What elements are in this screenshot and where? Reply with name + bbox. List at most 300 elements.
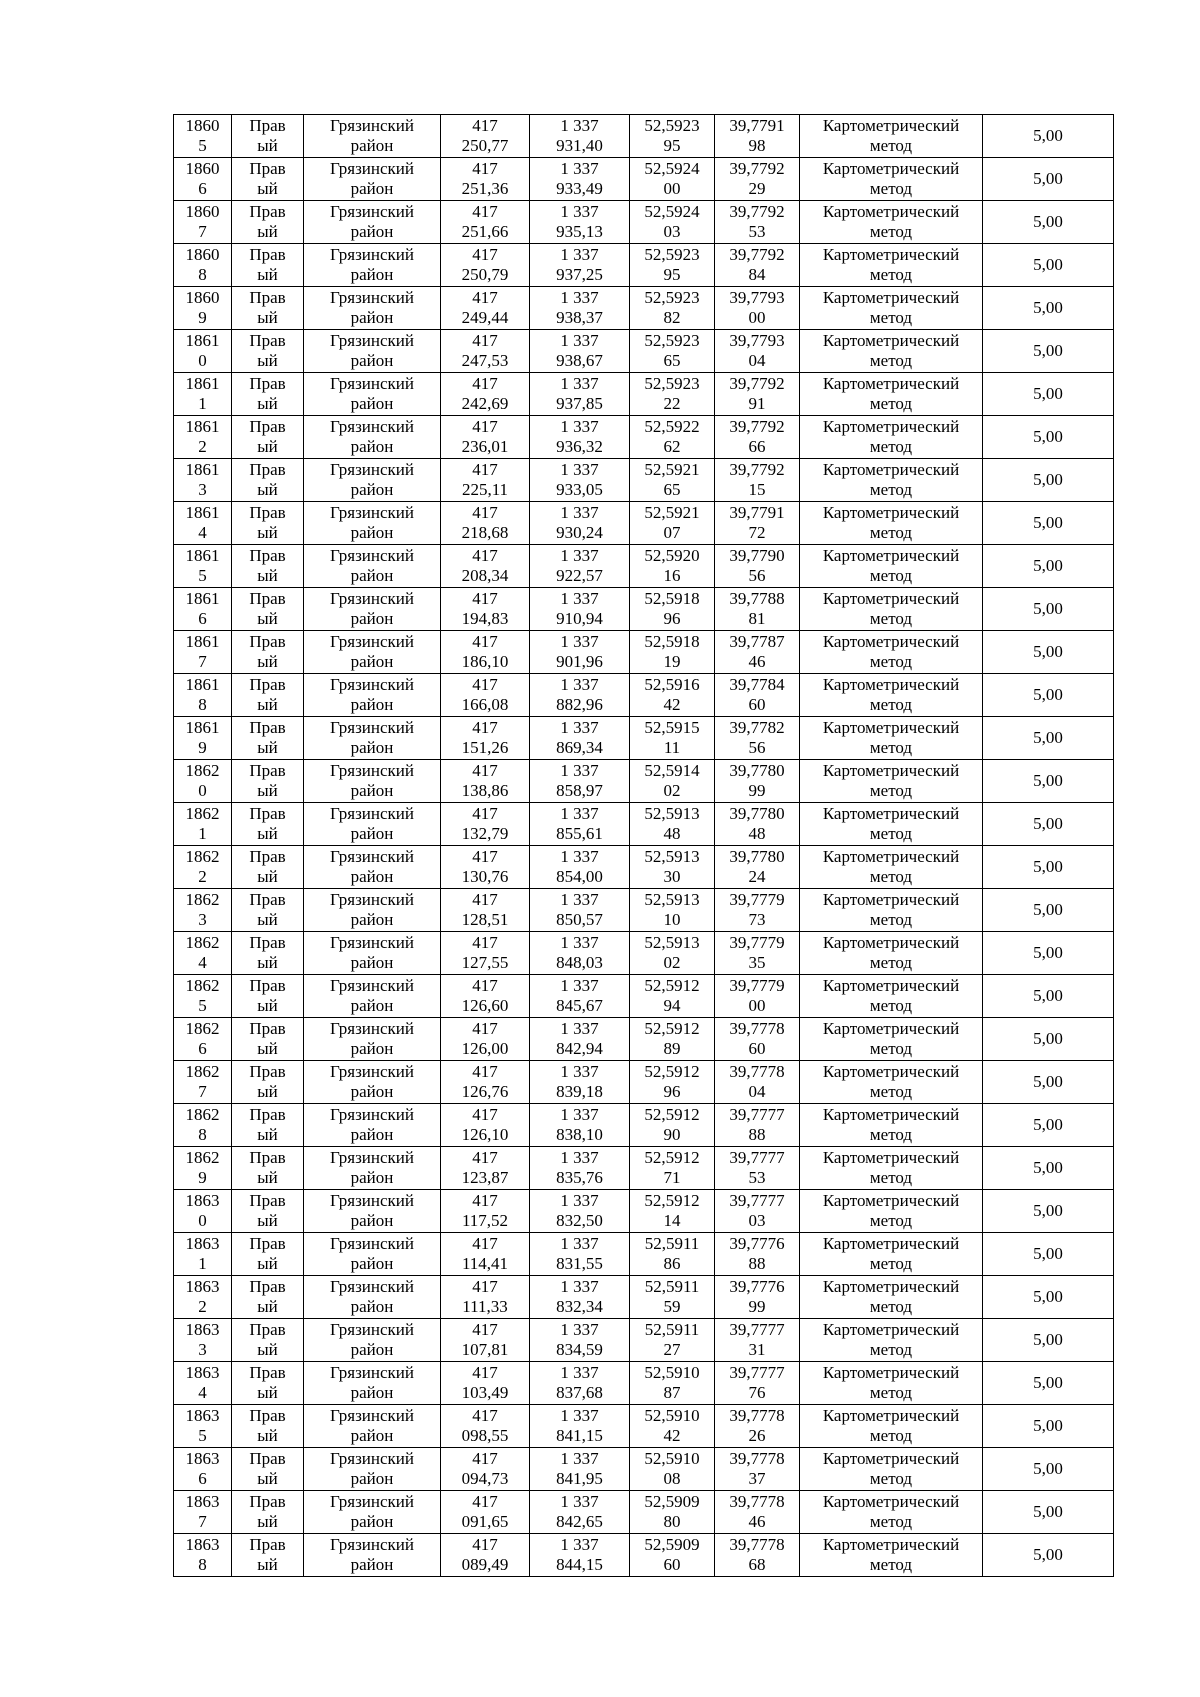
method-cell [800,631,983,674]
coord-x-cell-line: 417 [472,546,498,565]
latitude-cell-line: 60 [663,1555,681,1574]
side-cell-line: ый [257,1555,278,1574]
point-number-cell-line: 7 [198,1082,207,1101]
point-number-cell [174,1018,232,1061]
coord-x-cell [441,244,530,287]
side-cell-line: Прав [249,1449,286,1468]
district-cell-line: Грязинский [330,503,414,522]
method-cell-line: Картометрический [822,1320,960,1339]
method-cell-line: Картометрический [822,675,960,694]
longitude-cell [715,158,800,201]
method-cell [800,1491,983,1534]
latitude-cell-line: 52,5912 [644,1191,700,1210]
longitude-cell-line: 39,7780 [729,804,785,823]
point-number-cell [174,158,232,201]
accuracy-cell: 5,00 [983,631,1114,674]
coord-x-cell-line: 126,76 [461,1082,509,1101]
coord-y-cell-line: 832,34 [556,1297,603,1316]
coord-x-cell-line: 186,10 [461,652,509,671]
coord-x-cell [441,1233,530,1276]
accuracy-cell: 5,00 [983,588,1114,631]
table-row [174,1405,1114,1448]
longitude-cell-line: 46 [748,652,766,671]
coord-y-cell [530,416,630,459]
latitude-cell-line: 89 [663,1039,681,1058]
coord-y-cell [530,1147,630,1190]
table-row [174,1233,1114,1276]
latitude-cell-line: 95 [663,265,681,284]
district-cell-line: район [350,1340,394,1359]
latitude-cell-line: 52,5912 [644,1105,700,1124]
longitude-cell-line: 99 [748,781,766,800]
district-cell-line: Грязинский [330,202,414,221]
coord-x-cell-line: 417 [472,417,498,436]
point-number-cell [174,1534,232,1577]
latitude-cell-line: 52,5923 [644,116,700,135]
coord-y-cell-line: 844,15 [556,1555,603,1574]
table-row [174,545,1114,588]
point-number-cell-line: 1862 [185,1062,220,1081]
district-cell-line: район [350,523,394,542]
latitude-cell-line: 96 [663,1082,681,1101]
method-cell [800,588,983,631]
coord-y-cell [530,674,630,717]
side-cell [232,1534,304,1577]
longitude-cell-line: 56 [748,738,766,757]
table-row [174,1061,1114,1104]
point-number-cell-line: 6 [198,1469,207,1488]
latitude-cell-line: 52,5924 [644,202,700,221]
method-cell [800,1362,983,1405]
coord-x-cell-line: 417 [472,761,498,780]
coord-x-cell [441,416,530,459]
point-number-cell-line: 1 [198,1254,207,1273]
point-number-cell [174,416,232,459]
method-cell-line: Картометрический [822,159,960,178]
longitude-cell-line: 29 [748,179,766,198]
side-cell-line: Прав [249,1406,286,1425]
accuracy-cell: 5,00 [983,502,1114,545]
coord-x-cell-line: 250,79 [461,265,509,284]
method-cell-line: Картометрический [822,1191,960,1210]
accuracy-cell: 5,00 [983,846,1114,889]
table-row [174,1319,1114,1362]
coord-x-cell [441,932,530,975]
coord-x-cell-line: 194,83 [461,609,509,628]
coord-x-cell [441,1362,530,1405]
latitude-cell [630,459,715,502]
side-cell-line: Прав [249,1492,286,1511]
longitude-cell-line: 39,7793 [729,288,785,307]
longitude-cell [715,1448,800,1491]
latitude-cell [630,975,715,1018]
coord-y-cell [530,330,630,373]
latitude-cell-line: 30 [663,867,681,886]
latitude-cell-line: 42 [663,1426,681,1445]
accuracy-cell: 5,00 [983,545,1114,588]
side-cell-line: Прав [249,847,286,866]
district-cell-line: район [350,136,394,155]
method-cell [800,158,983,201]
district-cell [304,932,441,975]
accuracy-cell: 5,00 [983,1190,1114,1233]
side-cell-line: ый [257,867,278,886]
coord-y-cell-line: 938,67 [556,351,603,370]
side-cell-line: Прав [249,761,286,780]
coord-y-cell [530,158,630,201]
accuracy-cell: 5,00 [983,1276,1114,1319]
longitude-cell-line: 04 [748,1082,766,1101]
coord-x-cell-line: 417 [472,1019,498,1038]
latitude-cell [630,545,715,588]
method-cell [800,459,983,502]
point-number-cell-line: 0 [198,1211,207,1230]
method-cell-line: метод [869,609,913,628]
coord-y-cell-line: 1 337 [560,632,599,651]
longitude-cell [715,1491,800,1534]
coord-x-cell-line: 417 [472,1320,498,1339]
coord-x-cell-line: 417 [472,1105,498,1124]
coord-y-cell-line: 835,76 [556,1168,603,1187]
accuracy-cell: 5,00 [983,1491,1114,1534]
coord-y-cell-line: 1 337 [560,675,599,694]
latitude-cell-line: 52,5912 [644,1019,700,1038]
table-row [174,975,1114,1018]
longitude-cell-line: 39,7780 [729,847,785,866]
method-cell [800,201,983,244]
coord-y-cell-line: 839,18 [556,1082,603,1101]
side-cell-line: Прав [249,890,286,909]
latitude-cell-line: 27 [663,1340,681,1359]
coord-x-cell-line: 127,55 [461,953,509,972]
point-number-cell-line: 1863 [185,1191,220,1210]
accuracy-cell: 5,00 [983,244,1114,287]
district-cell [304,1276,441,1319]
method-cell-line: метод [869,1254,913,1273]
table-row [174,1104,1114,1147]
latitude-cell-line: 52,5909 [644,1492,700,1511]
latitude-cell-line: 08 [663,1469,681,1488]
longitude-cell [715,803,800,846]
coord-y-cell-line: 834,59 [556,1340,603,1359]
district-cell-line: район [350,1469,394,1488]
coord-y-cell-line: 910,94 [556,609,603,628]
latitude-cell [630,760,715,803]
table-row [174,1448,1114,1491]
side-cell [232,588,304,631]
side-cell-line: Прав [249,546,286,565]
longitude-cell-line: 24 [748,867,766,886]
method-cell [800,975,983,1018]
coord-x-cell-line: 417 [472,933,498,952]
coord-x-cell [441,373,530,416]
district-cell [304,1018,441,1061]
table-row [174,588,1114,631]
district-cell-line: район [350,652,394,671]
district-cell-line: Грязинский [330,1363,414,1382]
side-cell [232,889,304,932]
district-cell-line: Грязинский [330,417,414,436]
coord-x-cell-line: 417 [472,288,498,307]
coord-y-cell-line: 1 337 [560,159,599,178]
district-cell [304,846,441,889]
longitude-cell-line: 99 [748,1297,766,1316]
accuracy-cell: 5,00 [983,373,1114,416]
point-number-cell [174,287,232,330]
point-number-cell-line: 7 [198,1512,207,1531]
latitude-cell [630,889,715,932]
latitude-cell-line: 65 [663,351,681,370]
table-row [174,244,1114,287]
district-cell-line: Грязинский [330,1105,414,1124]
coord-x-cell [441,760,530,803]
coord-y-cell-line: 858,97 [556,781,603,800]
district-cell-line: район [350,1125,394,1144]
point-number-cell-line: 1 [198,824,207,843]
coord-x-cell [441,330,530,373]
latitude-cell [630,287,715,330]
coord-x-cell [441,1405,530,1448]
longitude-cell-line: 88 [748,1254,766,1273]
point-number-cell-line: 1862 [185,1019,220,1038]
latitude-cell-line: 52,5924 [644,159,700,178]
coord-x-cell-line: 417 [472,245,498,264]
side-cell-line: ый [257,1254,278,1273]
point-number-cell [174,1147,232,1190]
coord-y-cell [530,244,630,287]
coord-x-cell [441,115,530,158]
district-cell [304,1362,441,1405]
district-cell-line: район [350,265,394,284]
point-number-cell-line: 3 [198,910,207,929]
district-cell [304,717,441,760]
coord-x-cell [441,158,530,201]
method-cell-line: Картометрический [822,847,960,866]
district-cell [304,1233,441,1276]
latitude-cell [630,717,715,760]
point-number-cell-line: 1863 [185,1492,220,1511]
coord-y-cell [530,1104,630,1147]
table-row [174,201,1114,244]
side-cell [232,502,304,545]
coord-x-cell [441,545,530,588]
point-number-cell [174,244,232,287]
side-cell [232,459,304,502]
coord-x-cell-line: 417 [472,1191,498,1210]
coord-x-cell-line: 218,68 [461,523,509,542]
point-number-cell-line: 1861 [185,589,220,608]
coord-x-cell [441,588,530,631]
point-number-cell-line: 1861 [185,718,220,737]
latitude-cell-line: 52,5913 [644,804,700,823]
side-cell [232,1018,304,1061]
latitude-cell [630,373,715,416]
longitude-cell-line: 39,7777 [729,1191,785,1210]
latitude-cell-line: 52,5916 [644,675,700,694]
longitude-cell [715,1534,800,1577]
latitude-cell [630,1362,715,1405]
coord-x-cell-line: 417 [472,1406,498,1425]
method-cell-line: Картометрический [822,1535,960,1554]
method-cell [800,330,983,373]
table-row [174,717,1114,760]
accuracy-cell: 5,00 [983,287,1114,330]
district-cell [304,1405,441,1448]
latitude-cell [630,1319,715,1362]
side-cell [232,158,304,201]
district-cell-line: Грязинский [330,288,414,307]
district-cell-line: Грязинский [330,1019,414,1038]
point-number-cell-line: 1860 [185,159,220,178]
method-cell-line: метод [869,1383,913,1402]
method-cell [800,1147,983,1190]
coord-x-cell-line: 242,69 [461,394,509,413]
side-cell [232,1147,304,1190]
coord-y-cell-line: 1 337 [560,1363,599,1382]
coord-y-cell [530,889,630,932]
latitude-cell-line: 07 [663,523,681,542]
side-cell-line: Прав [249,1105,286,1124]
latitude-cell-line: 52,5911 [644,1320,700,1339]
latitude-cell-line: 52,5918 [644,632,700,651]
district-cell-line: район [350,695,394,714]
accuracy-cell: 5,00 [983,674,1114,717]
coord-y-cell-line: 933,49 [556,179,603,198]
coord-y-cell-line: 842,94 [556,1039,603,1058]
district-cell-line: Грязинский [330,1320,414,1339]
method-cell [800,1190,983,1233]
coord-x-cell-line: 126,10 [461,1125,509,1144]
longitude-cell-line: 39,7778 [729,1449,785,1468]
method-cell-line: метод [869,1168,913,1187]
longitude-cell-line: 81 [748,609,766,628]
district-cell [304,545,441,588]
district-cell-line: район [350,1512,394,1531]
latitude-cell-line: 90 [663,1125,681,1144]
coord-y-cell [530,373,630,416]
longitude-cell [715,1104,800,1147]
accuracy-cell: 5,00 [983,1018,1114,1061]
coord-y-cell [530,846,630,889]
coord-y-cell-line: 1 337 [560,1062,599,1081]
point-number-cell-line: 1862 [185,804,220,823]
district-cell [304,158,441,201]
district-cell [304,1534,441,1577]
point-number-cell [174,1276,232,1319]
coord-y-cell-line: 1 337 [560,804,599,823]
coord-x-cell [441,1276,530,1319]
method-cell-line: Картометрический [822,331,960,350]
latitude-cell-line: 02 [663,781,681,800]
longitude-cell-line: 39,7792 [729,245,785,264]
method-cell [800,287,983,330]
longitude-cell [715,674,800,717]
longitude-cell-line: 39,7776 [729,1277,785,1296]
method-cell-line: метод [869,953,913,972]
side-cell-line: ый [257,738,278,757]
side-cell-line: ый [257,265,278,284]
coord-y-cell-line: 1 337 [560,503,599,522]
coord-y-cell-line: 1 337 [560,890,599,909]
table-row [174,889,1114,932]
point-number-cell [174,1319,232,1362]
coord-x-cell [441,674,530,717]
side-cell [232,1104,304,1147]
method-cell-line: метод [869,437,913,456]
longitude-cell [715,1147,800,1190]
coord-x-cell-line: 138,86 [461,781,509,800]
method-cell [800,1276,983,1319]
coord-y-cell-line: 1 337 [560,288,599,307]
method-cell-line: Картометрический [822,288,960,307]
point-number-cell-line: 8 [198,1555,207,1574]
longitude-cell [715,1405,800,1448]
coord-y-cell-line: 832,50 [556,1211,603,1230]
side-cell-line: Прав [249,804,286,823]
district-cell [304,1448,441,1491]
point-number-cell-line: 1863 [185,1277,220,1296]
coord-y-cell-line: 855,61 [556,824,603,843]
district-cell-line: Грязинский [330,1191,414,1210]
coord-y-cell [530,1233,630,1276]
coord-x-cell-line: 166,08 [461,695,509,714]
method-cell [800,846,983,889]
method-cell [800,1448,983,1491]
coord-x-cell [441,1104,530,1147]
longitude-cell [715,459,800,502]
latitude-cell [630,1147,715,1190]
coord-y-cell-line: 936,32 [556,437,603,456]
latitude-cell-line: 52,5911 [644,1234,700,1253]
district-cell [304,416,441,459]
coord-x-cell-line: 089,49 [461,1555,509,1574]
district-cell-line: Грязинский [330,804,414,823]
coord-y-cell [530,545,630,588]
coord-y-cell-line: 1 337 [560,374,599,393]
district-cell-line: Грязинский [330,331,414,350]
district-cell-line: Грязинский [330,761,414,780]
point-number-cell-line: 1862 [185,847,220,866]
accuracy-cell: 5,00 [983,459,1114,502]
longitude-cell-line: 39,7777 [729,1320,785,1339]
longitude-cell [715,631,800,674]
longitude-cell [715,588,800,631]
coord-y-cell-line: 935,13 [556,222,603,241]
side-cell-line: ый [257,1426,278,1445]
latitude-cell-line: 11 [663,738,681,757]
longitude-cell [715,889,800,932]
side-cell-line: Прав [249,1363,286,1382]
coord-y-cell [530,1491,630,1534]
latitude-cell-line: 52,5923 [644,374,700,393]
longitude-cell-line: 03 [748,1211,766,1230]
method-cell-line: Картометрический [822,1234,960,1253]
coord-x-cell-line: 417 [472,1062,498,1081]
side-cell [232,674,304,717]
longitude-cell-line: 56 [748,566,766,585]
method-cell [800,545,983,588]
district-cell-line: Грязинский [330,976,414,995]
point-number-cell-line: 2 [198,437,207,456]
longitude-cell-line: 91 [748,394,766,413]
side-cell-line: ый [257,1125,278,1144]
coord-y-cell-line: 1 337 [560,1105,599,1124]
district-cell-line: Грязинский [330,1062,414,1081]
latitude-cell-line: 59 [663,1297,681,1316]
district-cell-line: район [350,867,394,886]
point-number-cell-line: 9 [198,308,207,327]
table-row [174,330,1114,373]
